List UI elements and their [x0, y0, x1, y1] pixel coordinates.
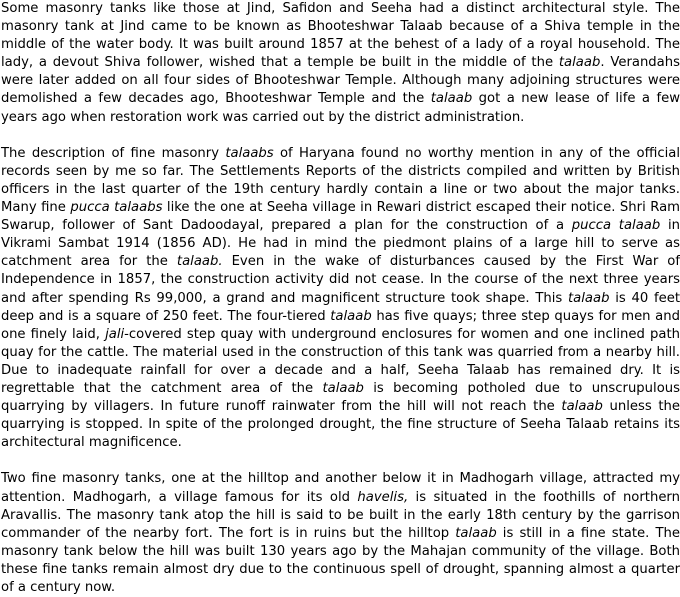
text-segment: The description of fine masonry	[1, 145, 226, 161]
text-segment: of Haryana found no worthy mention in any of the official records seen by me so far. The Settlements Reports of the districts compiled and written by British officers in the last quarter of the 19th century hardly contain a line or two about the major tanks. Many fine	[1, 145, 680, 216]
text-segment: is becoming potholed due to unscrupulous quarrying by villagers. In future runoff rainwater from the hill will not reach the	[1, 380, 680, 415]
italic-term: talaab	[561, 399, 603, 415]
text-segment: unless the quarrying is stopped. In spite of the prolonged drought, the fine structure of Seeha Talaab retains its architectural magnificence.	[1, 399, 680, 451]
paragraph-seeha-talaab	[1, 145, 680, 453]
italic-term: jali	[105, 326, 125, 342]
text-segment: has five quays; three step quays for men and one finely laid,	[1, 308, 680, 342]
text-segment: in Vikrami Sambat 1914 (1856 AD). He had in mind the piedmont plains of a large hill to serve as catchment area for the	[1, 218, 680, 270]
italic-term: havelis,	[357, 489, 409, 505]
text-segment: . Verandahs were later added on all four sides of Bhooteshwar Temple. Although many adjoining structures were demolished a few decades ago, Bhooteshwar Temple and the	[1, 55, 680, 107]
document-body	[1, 0, 680, 597]
text-segment: is situated in the foothills of northern Aravallis. The masonry tank atop the hill is said to be built in the early 18th century by the garrison commander of the nearby fort. The fort is in ruins but the hilltop	[1, 489, 680, 541]
text-segment: Some masonry tanks like those at Jind, Safidon and Seeha had a distinct architectural style. The masonry tank at Jind came to be known as Bhooteshwar Talaab because of a Shiva temple in the middle of the water body. It was built around 1857 at the behest of a lady of a royal household. The lady, a devout Shiva follower, wished that a temple be built in the middle of the	[1, 1, 680, 71]
italic-term: talaab	[430, 91, 473, 107]
paragraph-madhogarh-tanks	[1, 470, 680, 597]
italic-term: talaab	[322, 380, 364, 396]
text-segment: Even in the wake of disturbances caused by the First War of Independence in 1857, the construction activity did not cease. In the course of the next three years and after spending Rs 99,000, a grand and magnificent structure took shape. This	[1, 254, 680, 306]
text-segment: Two fine masonry tanks, one at the hilltop and another below it in Madhogarh village, attracted my attention. Madhogarh, a village famous for its old	[1, 471, 680, 505]
text-segment: is 40 feet deep and is a square of 250 feet. The four-tiered	[1, 290, 680, 324]
text-segment: like the one at Seeha village in Rewari district escaped their notice. Shri Ram Swarup, follower of Sant Dadoodayal, prepared a plan for the construction of a	[1, 200, 680, 234]
italic-term: pucca talaab	[571, 218, 661, 234]
italic-term: talaab	[330, 308, 372, 324]
italic-term: talaab	[455, 525, 497, 541]
paragraph-jind-tanks	[1, 0, 680, 127]
italic-term: pucca talaabs	[70, 200, 163, 216]
text-segment: -covered step quay with underground enclosures for women and one inclined path quay for the cattle. The material used in the construction of this tank was quarried from a nearby hill. Due to inadequate rainfall for over a decade and a half, Seeha Talaab has remained dry. It is regrettable that the catchment area of the	[1, 326, 680, 396]
text-segment: is still in a fine state. The masonry tank below the hill was built 130 years ago by the Mahajan community of the village. Both these fine tanks remain almost dry due to the continuous spell of drought, spanning almost a quarter of a century now.	[1, 525, 680, 595]
italic-term: talaab.	[176, 254, 223, 270]
italic-term: talaab	[558, 55, 601, 71]
italic-term: talaabs	[225, 145, 274, 161]
text-segment: got a new lease of life a few years ago when restoration work was carried out by the district administration.	[1, 91, 680, 125]
italic-term: talaab	[568, 290, 610, 306]
